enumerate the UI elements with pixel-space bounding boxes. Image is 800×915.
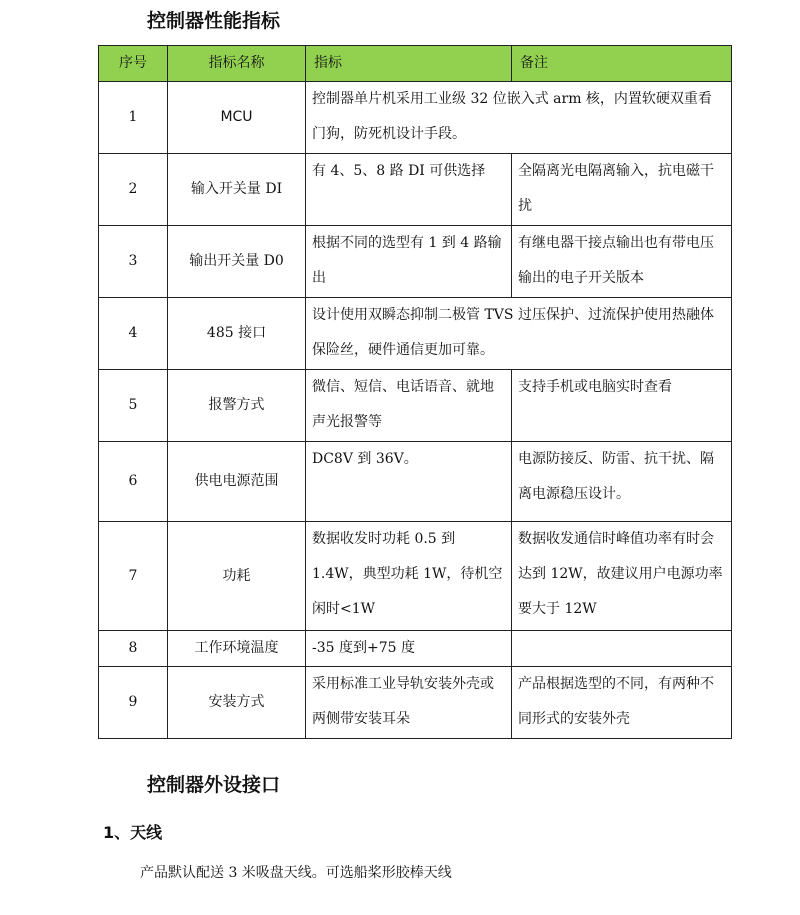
row-name: 485 接口	[168, 298, 306, 370]
header-spec: 指标	[306, 46, 512, 82]
row-name: 输出开关量 D0	[168, 226, 306, 298]
table-header-row	[99, 46, 732, 82]
row-spec: 微信、短信、电话语音、就地声光报警等	[306, 370, 512, 442]
row-num: 3	[99, 226, 168, 298]
row-name: MCU	[168, 82, 306, 154]
row-num: 2	[99, 154, 168, 226]
table-row	[99, 370, 732, 442]
row-name: 工作环境温度	[168, 631, 306, 667]
row-name: 报警方式	[168, 370, 306, 442]
row-num: 4	[99, 298, 168, 370]
row-name: 输入开关量 DI	[168, 154, 306, 226]
table-row	[99, 442, 732, 522]
row-num: 9	[99, 667, 168, 739]
table-row	[99, 298, 732, 370]
row-name: 安装方式	[168, 667, 306, 739]
row-spec: 采用标准工业导轨安装外壳或两侧带安装耳朵	[306, 667, 512, 739]
row-num: 7	[99, 522, 168, 631]
table-row	[99, 154, 732, 226]
row-spec: 数据收发时功耗 0.5 到 1.4W，典型功耗 1W，待机空闲时<1W	[306, 522, 512, 631]
row-note: 全隔离光电隔离输入，抗电磁干扰	[512, 154, 732, 226]
subheading-antenna: 1、天线	[103, 823, 163, 842]
row-num: 5	[99, 370, 168, 442]
row-name: 功耗	[168, 522, 306, 631]
table-row	[99, 667, 732, 739]
row-note: 产品根据选型的不同，有两种不同形式的安装外壳	[512, 667, 732, 739]
row-note: 电源防接反、防雷、抗干扰、隔离电源稳压设计。	[512, 442, 732, 522]
table-row	[99, 631, 732, 667]
row-spec: DC8V 到 36V。	[306, 442, 512, 522]
row-num: 6	[99, 442, 168, 522]
row-note	[512, 631, 732, 667]
row-note: 数据收发通信时峰值功率有时会达到 12W，故建议用户电源功率要大于 12W	[512, 522, 732, 631]
row-note: 支持手机或电脑实时查看	[512, 370, 732, 442]
table-row	[99, 82, 732, 154]
table-row	[99, 522, 732, 631]
header-note: 备注	[512, 46, 732, 82]
section-title-performance: 控制器性能指标	[147, 10, 281, 32]
row-spec: 有 4、5、8 路 DI 可供选择	[306, 154, 512, 226]
performance-table	[98, 45, 732, 739]
header-seq: 序号	[99, 46, 168, 82]
row-spec: 控制器单片机采用工业级 32 位嵌入式 arm 核，内置软硬双重看门狗，防死机设计手段。	[306, 82, 732, 154]
header-name: 指标名称	[168, 46, 306, 82]
row-name: 供电电源范围	[168, 442, 306, 522]
table-row	[99, 226, 732, 298]
row-num: 1	[99, 82, 168, 154]
row-num: 8	[99, 631, 168, 667]
antenna-paragraph: 产品默认配送 3 米吸盘天线。可选船桨形胶棒天线	[140, 865, 452, 881]
row-note: 有继电器干接点输出也有带电压输出的电子开关版本	[512, 226, 732, 298]
row-spec: 设计使用双瞬态抑制二极管 TVS 过压保护、过流保护使用热融体保险丝，硬件通信更加可靠。	[306, 298, 732, 370]
section-title-interfaces: 控制器外设接口	[147, 774, 281, 796]
row-spec: 根据不同的选型有 1 到 4 路输出	[306, 226, 512, 298]
row-spec: -35 度到+75 度	[306, 631, 512, 667]
